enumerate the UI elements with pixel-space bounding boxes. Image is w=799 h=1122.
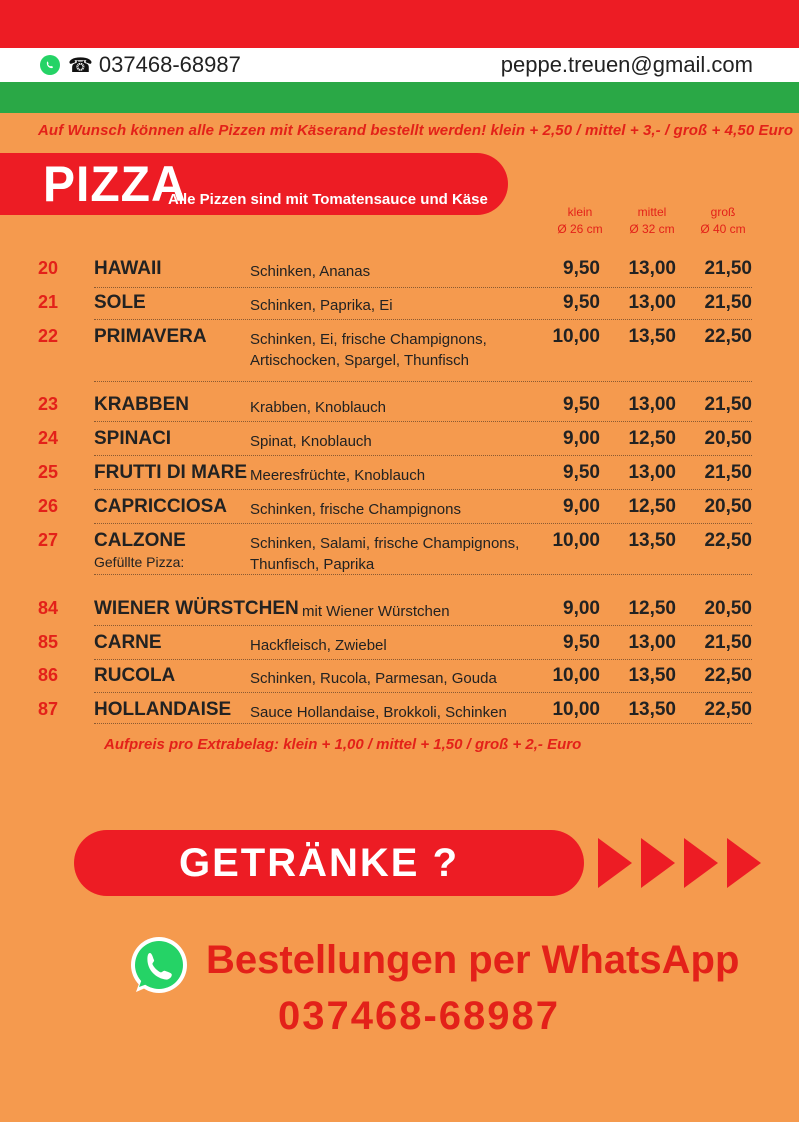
whatsapp-icon[interactable] bbox=[126, 934, 190, 998]
item-description: mit Wiener Würstchen bbox=[302, 603, 450, 620]
item-number: 25 bbox=[38, 462, 59, 482]
price-medium: 13,00 bbox=[628, 292, 676, 313]
price-large: 21,50 bbox=[704, 292, 752, 313]
item-name: PRIMAVERA bbox=[94, 326, 207, 347]
size-header-large bbox=[688, 204, 758, 238]
row-divider bbox=[94, 421, 752, 422]
item-number: 85 bbox=[38, 632, 59, 652]
item-description: Krabben, Knoblauch bbox=[250, 399, 386, 416]
item-name: SPINACI bbox=[94, 428, 172, 449]
size-diameter: Ø 32 cm bbox=[629, 222, 675, 236]
price-medium: 13,00 bbox=[628, 258, 676, 279]
item-name: WIENER WÜRSTCHEN bbox=[94, 598, 299, 619]
header-red-band bbox=[0, 0, 799, 48]
item-number: 27 bbox=[38, 530, 59, 550]
price-small: 9,50 bbox=[563, 394, 600, 415]
item-description: Schinken, Ananas bbox=[250, 263, 371, 280]
header-phone[interactable] bbox=[40, 52, 241, 78]
price-small: 10,00 bbox=[552, 665, 600, 686]
row-divider bbox=[94, 574, 752, 575]
size-header-small bbox=[545, 204, 615, 238]
telephone-icon: ☎ bbox=[68, 54, 93, 77]
item-subname: Gefüllte Pizza: bbox=[94, 554, 185, 570]
price-small: 10,00 bbox=[552, 326, 600, 347]
row-divider bbox=[94, 319, 752, 320]
item-description bbox=[250, 533, 519, 575]
price-large: 20,50 bbox=[704, 598, 752, 619]
price-large: 22,50 bbox=[704, 699, 752, 720]
item-description: Schinken, Paprika, Ei bbox=[250, 297, 393, 314]
price-large: 20,50 bbox=[704, 496, 752, 517]
drinks-label: GETRÄNKE ? bbox=[179, 840, 459, 885]
price-small: 10,00 bbox=[552, 699, 600, 720]
description-line: Schinken, Ei, frische Champignons, bbox=[250, 331, 487, 348]
row-divider bbox=[94, 692, 752, 693]
price-medium: 13,00 bbox=[628, 462, 676, 483]
play-arrows-icon[interactable] bbox=[598, 838, 762, 888]
row-divider bbox=[94, 625, 752, 626]
row-divider bbox=[94, 455, 752, 456]
item-description: Spinat, Knoblauch bbox=[250, 433, 372, 450]
item-description bbox=[250, 329, 487, 371]
price-medium: 13,00 bbox=[628, 632, 676, 653]
price-large: 21,50 bbox=[704, 462, 752, 483]
size-label: mittel bbox=[637, 205, 667, 219]
drinks-button[interactable] bbox=[74, 830, 584, 896]
price-large: 21,50 bbox=[704, 258, 752, 279]
price-large: 21,50 bbox=[704, 394, 752, 415]
item-number: 21 bbox=[38, 292, 59, 312]
price-small: 9,50 bbox=[563, 292, 600, 313]
size-diameter: Ø 40 cm bbox=[700, 222, 746, 236]
price-medium: 12,50 bbox=[628, 428, 676, 449]
pizza-title: PIZZA bbox=[43, 156, 187, 213]
item-name: CARNE bbox=[94, 632, 162, 653]
row-divider bbox=[94, 723, 752, 724]
email-address: peppe.treuen@gmail.com bbox=[500, 52, 753, 77]
price-large: 21,50 bbox=[704, 632, 752, 653]
row-divider bbox=[94, 523, 752, 524]
price-small: 9,00 bbox=[563, 496, 600, 517]
price-medium: 13,50 bbox=[628, 699, 676, 720]
extra-topping-notice: Aufpreis pro Extrabelag: klein + 1,00 / mittel + 1,50 / groß + 2,- Euro bbox=[104, 736, 582, 753]
item-name: HOLLANDAISE bbox=[94, 699, 232, 720]
cheese-crust-notice: Auf Wunsch können alle Pizzen mit Käserand bestellt werden! klein + 2,50 / mittel + 3,- / groß + 4,50 Euro bbox=[38, 122, 794, 139]
item-name: CAPRICCIOSA bbox=[94, 496, 228, 517]
item-number: 86 bbox=[38, 665, 59, 685]
price-small: 10,00 bbox=[552, 530, 600, 551]
pizza-subtitle: Alle Pizzen sind mit Tomatensauce und Käse bbox=[168, 191, 488, 208]
item-number: 87 bbox=[38, 699, 59, 719]
size-diameter: Ø 26 cm bbox=[557, 222, 603, 236]
row-divider bbox=[94, 489, 752, 490]
description-line: Schinken, Salami, frische Champignons, bbox=[250, 535, 520, 552]
price-large: 20,50 bbox=[704, 428, 752, 449]
item-name: FRUTTI DI MARE bbox=[94, 462, 248, 483]
price-small: 9,50 bbox=[563, 258, 600, 279]
row-divider bbox=[94, 659, 752, 660]
whatsapp-number[interactable]: 037468-68987 bbox=[278, 994, 561, 1038]
item-name: KRABBEN bbox=[94, 394, 189, 415]
item-name: CALZONE bbox=[94, 530, 186, 551]
price-small: 9,50 bbox=[563, 462, 600, 483]
item-number: 24 bbox=[38, 428, 59, 448]
whatsapp-order-text: Bestellungen per WhatsApp bbox=[206, 938, 740, 982]
price-medium: 12,50 bbox=[628, 496, 676, 517]
row-divider bbox=[94, 381, 752, 382]
header-green-band bbox=[0, 82, 799, 113]
description-line: Artischocken, Spargel, Thunfisch bbox=[250, 352, 470, 369]
item-name: HAWAII bbox=[94, 258, 162, 279]
item-description: Schinken, frische Champignons bbox=[250, 501, 461, 518]
price-medium: 13,50 bbox=[628, 326, 676, 347]
price-medium: 13,00 bbox=[628, 394, 676, 415]
price-large: 22,50 bbox=[704, 665, 752, 686]
item-name: RUCOLA bbox=[94, 665, 176, 686]
row-divider bbox=[94, 287, 752, 288]
item-number: 20 bbox=[38, 258, 59, 278]
item-description: Meeresfrüchte, Knoblauch bbox=[250, 467, 426, 484]
price-large: 22,50 bbox=[704, 530, 752, 551]
price-small: 9,50 bbox=[563, 632, 600, 653]
item-description: Hackfleisch, Zwiebel bbox=[250, 637, 387, 654]
price-small: 9,00 bbox=[563, 598, 600, 619]
size-header-medium bbox=[617, 204, 687, 238]
price-large: 22,50 bbox=[704, 326, 752, 347]
header-email[interactable] bbox=[501, 52, 753, 78]
price-medium: 13,50 bbox=[628, 665, 676, 686]
whatsapp-small-icon bbox=[40, 55, 60, 75]
item-number: 26 bbox=[38, 496, 59, 516]
item-number: 84 bbox=[38, 598, 59, 618]
price-medium: 12,50 bbox=[628, 598, 676, 619]
size-label: groß bbox=[710, 205, 736, 219]
item-number: 22 bbox=[38, 326, 59, 346]
phone-number: 037468-68987 bbox=[98, 52, 241, 77]
size-label: klein bbox=[567, 205, 593, 219]
item-name: SOLE bbox=[94, 292, 146, 313]
price-medium: 13,50 bbox=[628, 530, 676, 551]
item-description: Sauce Hollandaise, Brokkoli, Schinken bbox=[250, 704, 507, 721]
item-number: 23 bbox=[38, 394, 59, 414]
item-description: Schinken, Rucola, Parmesan, Gouda bbox=[250, 670, 497, 687]
price-small: 9,00 bbox=[563, 428, 600, 449]
description-line: Thunfisch, Paprika bbox=[250, 556, 375, 573]
